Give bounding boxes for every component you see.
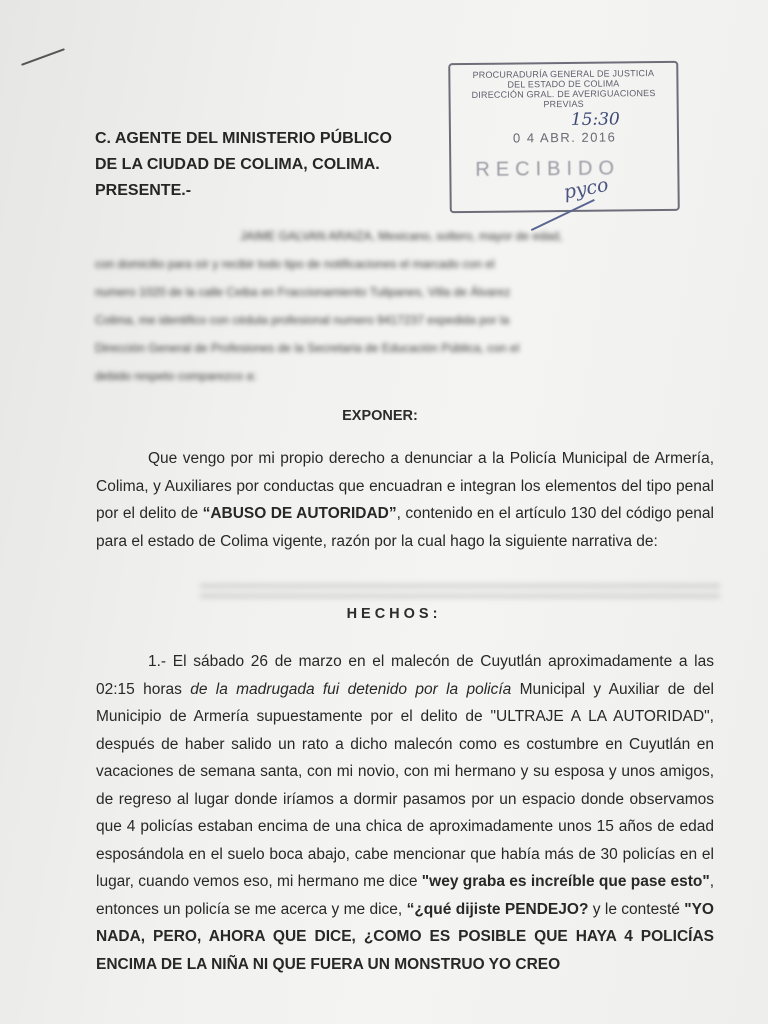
section-title-hechos: HECHOS: <box>346 606 442 622</box>
blurred-line: Colima, me identifico con cédula profesional numero 9417237 expedida por la <box>95 313 510 327</box>
addressee-line-2: DE LA CIUDAD DE COLIMA, COLIMA. <box>95 156 380 173</box>
stamp-handwritten-initials: pyco <box>561 173 611 204</box>
para2-quote-3: "YO NADA, PERO, AHORA QUE DICE, ¿COMO ES POSIBLE QUE HAYA 4 POLICÍAS ENCIMA DE LA NIÑA NI QUE FUERA UN MONSTRUO YO CREO <box>96 900 714 973</box>
paragraph-fact-1 <box>96 648 714 978</box>
para2-text-c: , entonces un policía se me acerca y me dice, <box>96 873 714 918</box>
stamp-line-3: DIRECCIÓN GRAL. DE AVERIGUACIONES <box>471 88 656 100</box>
addressee-line-1: C. AGENTE DEL MINISTERIO PÚBLICO <box>95 130 392 147</box>
blurred-line: JAIME GALVAN ARAIZA, Mexicano, soltero, mayor de edad, <box>240 229 563 243</box>
para2-italic: de la madrugada fui detenido por la policía <box>190 680 512 698</box>
para2-text-a: 1.- El sábado 26 de marzo en el malecón de Cuyutlán aproximadamente a las 02:15 horas <box>96 653 714 698</box>
blurred-line: Dirección General de Profesiones de la Secretaria de Educación Pública, con el <box>95 341 520 355</box>
addressee-line-3: PRESENTE.- <box>95 182 192 199</box>
section-title-exponer: EXPONER: <box>342 408 418 424</box>
pen-mark <box>21 48 65 66</box>
stamp-handwritten-time: 15:30 <box>570 109 620 130</box>
paragraph-complaint <box>96 445 714 555</box>
stamp-line-2: DEL ESTADO DE COLIMA <box>507 78 620 90</box>
para1-text-a: Que vengo por mi propio derecho a denunciar a la Policía Municipal de Armería, Colima, y Auxiliares por conductas que encuadran e integran los elementos del tipo penal por el delito de <box>96 450 714 522</box>
blurred-line: con domicilio para oír y recibir todo tipo de notificaciones el marcado con el <box>95 257 495 271</box>
reception-stamp <box>448 61 680 213</box>
addressee-block <box>95 126 392 204</box>
para2-text-d: y le contesté <box>588 900 685 918</box>
para2-quote-1: "wey graba es increíble que pase esto" <box>421 873 710 890</box>
blurred-line: debido respeto comparezco a: <box>95 369 257 383</box>
para1-text-b: , contenido en el artículo 130 del código penal para el estado de Colima vigente, razón por la cual hago la siguiente narrativa de: <box>96 505 714 550</box>
stamp-line-4: PREVIAS <box>543 98 584 110</box>
stamp-received: RECIBIDO <box>475 157 621 181</box>
para1-crime-name: “ABUSO DE AUTORIDAD” <box>202 505 397 522</box>
para2-text-b: Municipal y Auxiliar de del Municipio de Armería supuestamente por el delito de "ULTRAJE A LA AUTORIDAD", después de haber salido un rato a dicho malecón como es costumbre en Cuyutlán en vacaciones de semana santa, con mi novio, con mi hermano y su esposa y unos amigos, de regreso al lugar donde iríamos a dormir pasamos por un espacio donde observamos que 4 policías estaban encima de una chica de aproximadamente unos 15 años de edad esposándola en el suelo boca abajo, cabe mencionar que había más de 30 policías en el lugar, cuando vemos eso, mi hermano me dice <box>96 680 714 890</box>
stamp-date: 0 4 ABR. 2016 <box>512 129 617 146</box>
blurred-intro-paragraph <box>95 222 710 390</box>
stamp-line-1: PROCURADURÍA GENERAL DE JUSTICIA <box>472 68 655 80</box>
blurred-line: numero 1020 de la calle Ceiba en Fraccionamiento Tulipanes, Villa de Álvarez <box>95 285 511 299</box>
para2-quote-2: “¿qué dijiste PENDEJO? <box>406 900 589 918</box>
